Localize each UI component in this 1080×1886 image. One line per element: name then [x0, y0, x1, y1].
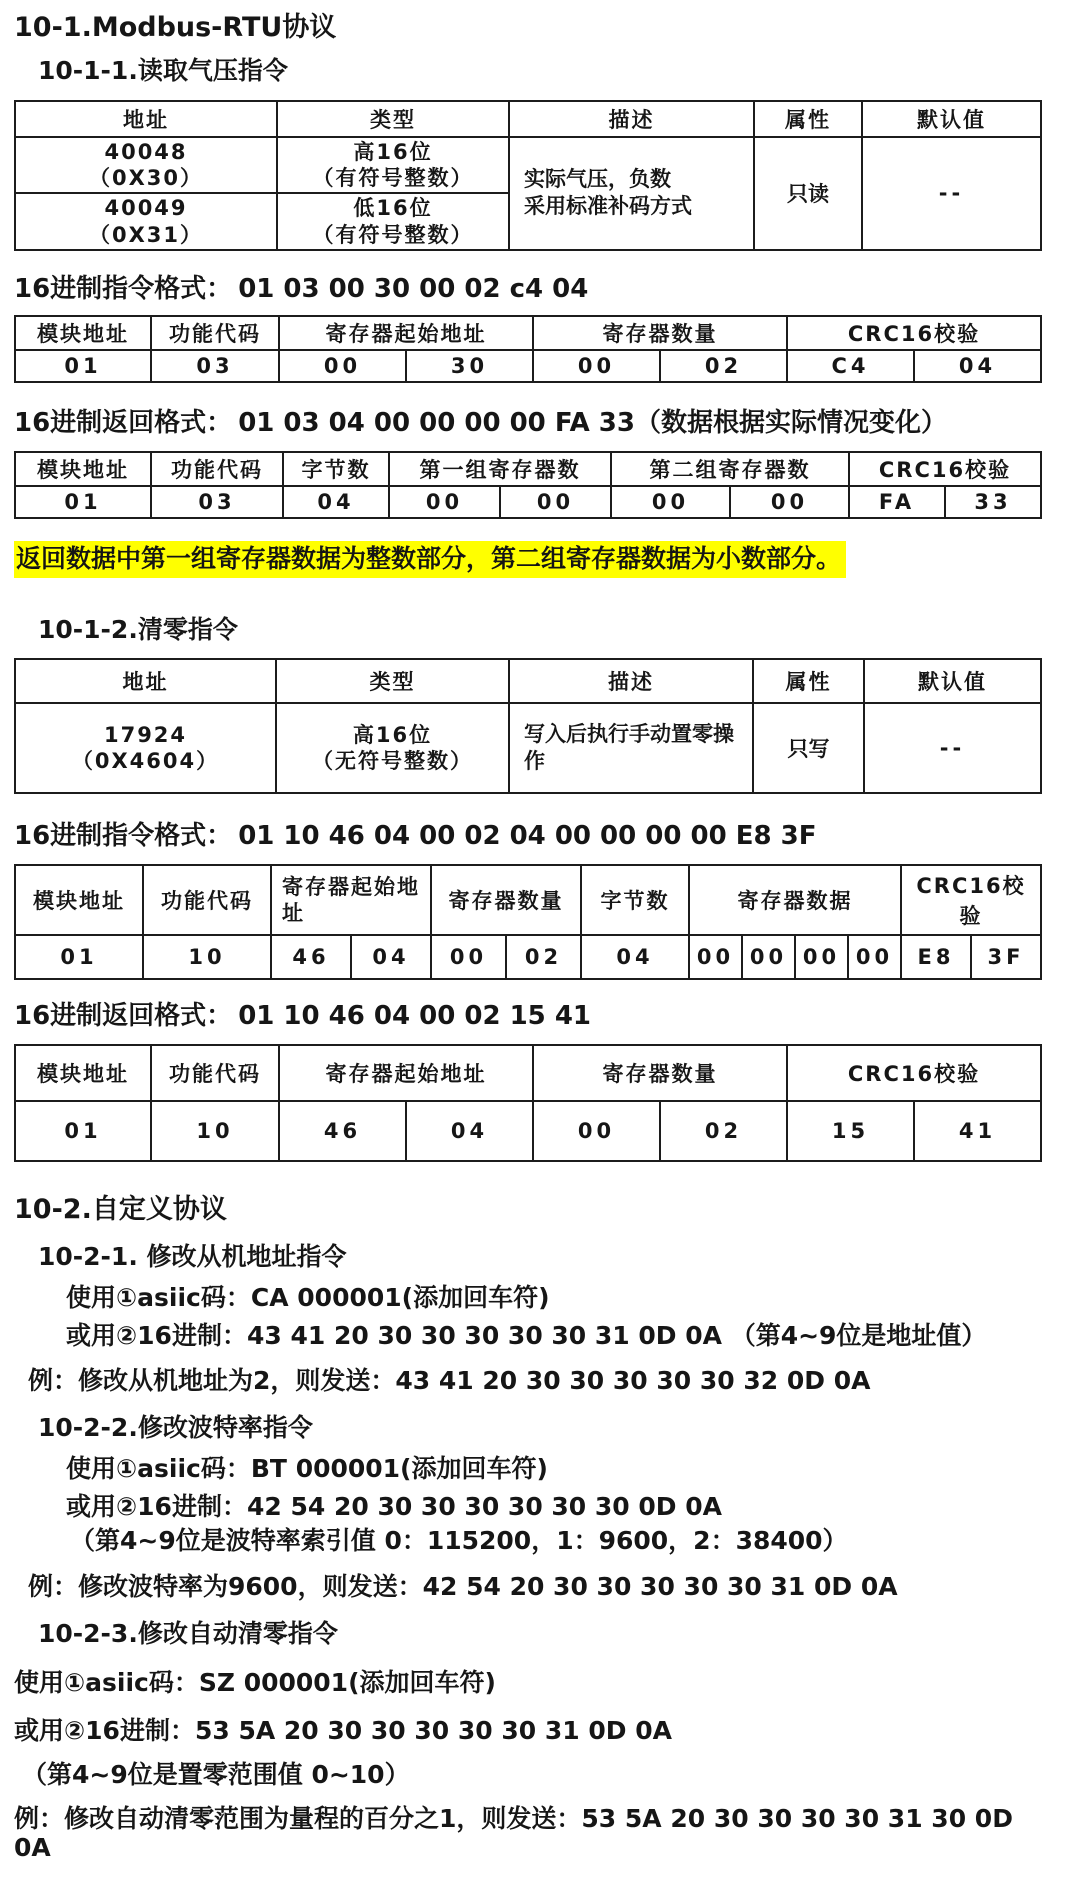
byte-cell: 00	[500, 486, 611, 518]
subsection-title-10-2-3: 10-2-3.修改自动清零指令	[38, 1618, 338, 1648]
byte-cell: 00	[742, 935, 795, 979]
section-title-10-2: 10-2.自定义协议	[14, 1194, 227, 1226]
byte-cell: 00	[689, 935, 742, 979]
hex-string: 01 03 04 00 00 00 00 FA 33（数据根据实际情况变化）	[238, 407, 947, 438]
byte-cell: 00	[730, 486, 849, 518]
byte-cell: 04	[914, 350, 1041, 382]
highlight-note: 返回数据中第一组寄存器数据为整数部分，第二组寄存器数据为小数部分。	[14, 541, 846, 578]
format-label: 16进制返回格式：	[14, 407, 233, 438]
byte-cell: 01	[15, 350, 151, 382]
type-value: 高16位	[353, 139, 433, 164]
column-header-attribute: 属性	[754, 101, 862, 137]
hex-command-line: 或用②16进制：43 41 20 30 30 30 30 30 31 0D 0A （第4~9位是地址值）	[66, 1320, 987, 1350]
column-header-module-address: 模块地址	[15, 1045, 151, 1101]
table-row	[15, 350, 1041, 382]
example-line: 例：修改自动清零范围为量程的百分之1，则发送：53 5A 20 30 30 30 30 31 30 0D 0A	[14, 1803, 1013, 1862]
example-line: 例：修改波特率为9600，则发送：42 54 20 30 30 30 30 30 31 0D 0A	[28, 1572, 898, 1602]
parameter-note-line: （第4~9位是波特率索引值 0：115200，1：9600，2：38400）	[70, 1526, 848, 1556]
cell-description	[509, 137, 754, 250]
byte-cell: 03	[151, 486, 283, 518]
ascii-command-line: 使用①asiic码：SZ 000001(添加回车符)	[14, 1667, 496, 1697]
address-value: 17924	[103, 723, 188, 748]
column-header-function-code: 功能代码	[151, 1045, 279, 1101]
subsection-title-10-1-1: 10-1-1.读取气压指令	[38, 56, 288, 86]
cell-description: 写入后执行手动置零操作	[509, 703, 753, 793]
byte-cell: 01	[15, 935, 143, 979]
table-row	[15, 1101, 1041, 1161]
column-header-register-count: 寄存器数量	[431, 865, 581, 935]
column-header-crc16: CRC16校验	[901, 865, 1041, 935]
column-header-function-code: 功能代码	[151, 452, 283, 486]
cell-type	[276, 703, 509, 793]
cell-address	[15, 703, 276, 793]
cell-type	[277, 137, 509, 194]
cell-address	[15, 137, 277, 194]
byte-cell: 00	[611, 486, 730, 518]
format-label: 16进制返回格式：	[14, 1001, 233, 1032]
type-sub: （有符号整数）	[312, 166, 474, 191]
column-header-default: 默认值	[862, 101, 1041, 137]
table-header-row	[15, 101, 1041, 137]
byte-cell: E8	[901, 935, 971, 979]
hex-response-format-line	[14, 1002, 1042, 1032]
description-line: 实际气压，负数	[524, 167, 671, 191]
byte-cell: 04	[581, 935, 689, 979]
ascii-command-line: 使用①asiic码：BT 000001(添加回车符)	[66, 1453, 548, 1483]
column-header-type: 类型	[276, 659, 509, 703]
byte-cell: 00	[533, 350, 660, 382]
hex-string: 01 10 46 04 00 02 04 00 00 00 00 E8 3F	[238, 821, 817, 852]
table-header-row	[15, 865, 1041, 935]
byte-cell: 04	[283, 486, 389, 518]
byte-cell: 00	[389, 486, 500, 518]
read-response-table	[14, 451, 1042, 519]
column-header-function-code: 功能代码	[143, 865, 271, 935]
zero-register-table	[14, 658, 1042, 794]
column-header-module-address: 模块地址	[15, 316, 151, 350]
cell-type	[277, 193, 509, 250]
column-header-register-start: 寄存器起始地址	[279, 1045, 533, 1101]
pressure-register-table	[14, 100, 1042, 251]
byte-cell: 01	[15, 1101, 151, 1161]
byte-cell: 10	[151, 1101, 279, 1161]
byte-cell: 33	[945, 486, 1041, 518]
column-header-type: 类型	[277, 101, 509, 137]
cell-attribute: 只读	[754, 137, 862, 250]
column-header-address: 地址	[15, 101, 277, 137]
byte-cell: 00	[533, 1101, 660, 1161]
column-header-byte-count: 字节数	[283, 452, 389, 486]
address-value: 40049	[104, 196, 188, 221]
byte-cell: 30	[406, 350, 533, 382]
byte-cell: 00	[848, 935, 901, 979]
highlight-note-row	[14, 541, 1042, 578]
hex-command-line: 或用②16进制：53 5A 20 30 30 30 30 30 31 0D 0A	[14, 1716, 672, 1746]
cell-attribute: 只写	[753, 703, 864, 793]
subsection-title-10-2-2: 10-2-2.修改波特率指令	[38, 1413, 313, 1443]
column-header-function-code: 功能代码	[151, 316, 279, 350]
cell-default: --	[864, 703, 1041, 793]
hex-command-line: 或用②16进制：42 54 20 30 30 30 30 30 30 0D 0A	[66, 1491, 722, 1521]
address-hex: （0X30）	[88, 166, 204, 191]
cell-address	[15, 193, 277, 250]
byte-cell: 46	[279, 1101, 406, 1161]
column-header-module-address: 模块地址	[15, 865, 143, 935]
byte-cell: 04	[351, 935, 431, 979]
table-header-row	[15, 1045, 1041, 1101]
ascii-command-line: 使用①asiic码：CA 000001(添加回车符)	[66, 1282, 550, 1312]
byte-cell: FA	[849, 486, 945, 518]
table-header-row	[15, 659, 1041, 703]
column-header-crc16: CRC16校验	[787, 1045, 1041, 1101]
zero-command-table	[14, 864, 1042, 980]
format-label: 16进制指令格式：	[14, 273, 233, 304]
byte-cell: 46	[271, 935, 351, 979]
address-value: 40048	[104, 139, 188, 164]
section-title-10-1: 10-1.Modbus-RTU协议	[14, 12, 337, 43]
column-header-register-group1: 第一组寄存器数	[389, 452, 611, 486]
address-hex: （0X31）	[88, 222, 204, 247]
table-row	[15, 935, 1041, 979]
hex-response-format-line	[14, 409, 1042, 439]
subsection-title-10-2-1: 10-2-1. 修改从机地址指令	[38, 1242, 347, 1272]
hex-string: 01 10 46 04 00 02 15 41	[238, 1001, 592, 1032]
column-header-attribute: 属性	[753, 659, 864, 703]
hex-command-format-line	[14, 275, 1042, 305]
type-sub: （无符号整数）	[312, 749, 473, 774]
column-header-crc16: CRC16校验	[849, 452, 1041, 486]
byte-cell: 03	[151, 350, 279, 382]
type-value: 高16位	[352, 723, 433, 748]
column-header-register-start: 寄存器起始地址	[279, 316, 533, 350]
zero-response-table	[14, 1044, 1042, 1162]
format-label: 16进制指令格式：	[14, 821, 233, 852]
hex-command-format-line	[14, 822, 1042, 852]
byte-cell: 00	[431, 935, 506, 979]
column-header-register-start: 寄存器起始地址	[271, 865, 431, 935]
column-header-description: 描述	[509, 101, 754, 137]
cell-default: --	[862, 137, 1041, 250]
column-header-register-count: 寄存器数量	[533, 316, 787, 350]
byte-cell: 10	[143, 935, 271, 979]
table-row	[15, 137, 1041, 194]
example-line: 例：修改从机地址为2，则发送：43 41 20 30 30 30 30 30 32 0D 0A	[28, 1366, 871, 1396]
byte-cell: 01	[15, 486, 151, 518]
column-header-default: 默认值	[864, 659, 1041, 703]
hex-string: 01 03 00 30 00 02 c4 04	[238, 273, 589, 304]
read-command-table	[14, 315, 1042, 383]
type-value: 低16位	[353, 196, 433, 221]
byte-cell: 3F	[971, 935, 1041, 979]
byte-cell: 41	[914, 1101, 1041, 1161]
table-row	[15, 703, 1041, 793]
parameter-note-line: （第4~9位是置零范围值 0~10）	[22, 1760, 410, 1790]
column-header-address: 地址	[15, 659, 276, 703]
byte-cell: 00	[795, 935, 848, 979]
subsection-title-10-1-2: 10-1-2.清零指令	[38, 614, 238, 644]
column-header-register-data: 寄存器数据	[689, 865, 901, 935]
column-header-module-address: 模块地址	[15, 452, 151, 486]
table-row	[15, 486, 1041, 518]
column-header-register-count: 寄存器数量	[533, 1045, 787, 1101]
byte-cell: 04	[406, 1101, 533, 1161]
column-header-register-group2: 第二组寄存器数	[611, 452, 849, 486]
byte-cell: 00	[279, 350, 406, 382]
description-line: 采用标准补码方式	[524, 194, 692, 219]
address-hex: （0X4604）	[71, 749, 220, 774]
type-sub: （有符号整数）	[312, 222, 474, 247]
byte-cell: C4	[787, 350, 914, 382]
column-header-byte-count: 字节数	[581, 865, 689, 935]
column-header-crc16: CRC16校验	[787, 316, 1041, 350]
byte-cell: 02	[660, 1101, 787, 1161]
table-header-row	[15, 316, 1041, 350]
byte-cell: 02	[660, 350, 787, 382]
table-header-row	[15, 452, 1041, 486]
byte-cell: 02	[506, 935, 581, 979]
byte-cell: 15	[787, 1101, 914, 1161]
column-header-description: 描述	[509, 659, 753, 703]
